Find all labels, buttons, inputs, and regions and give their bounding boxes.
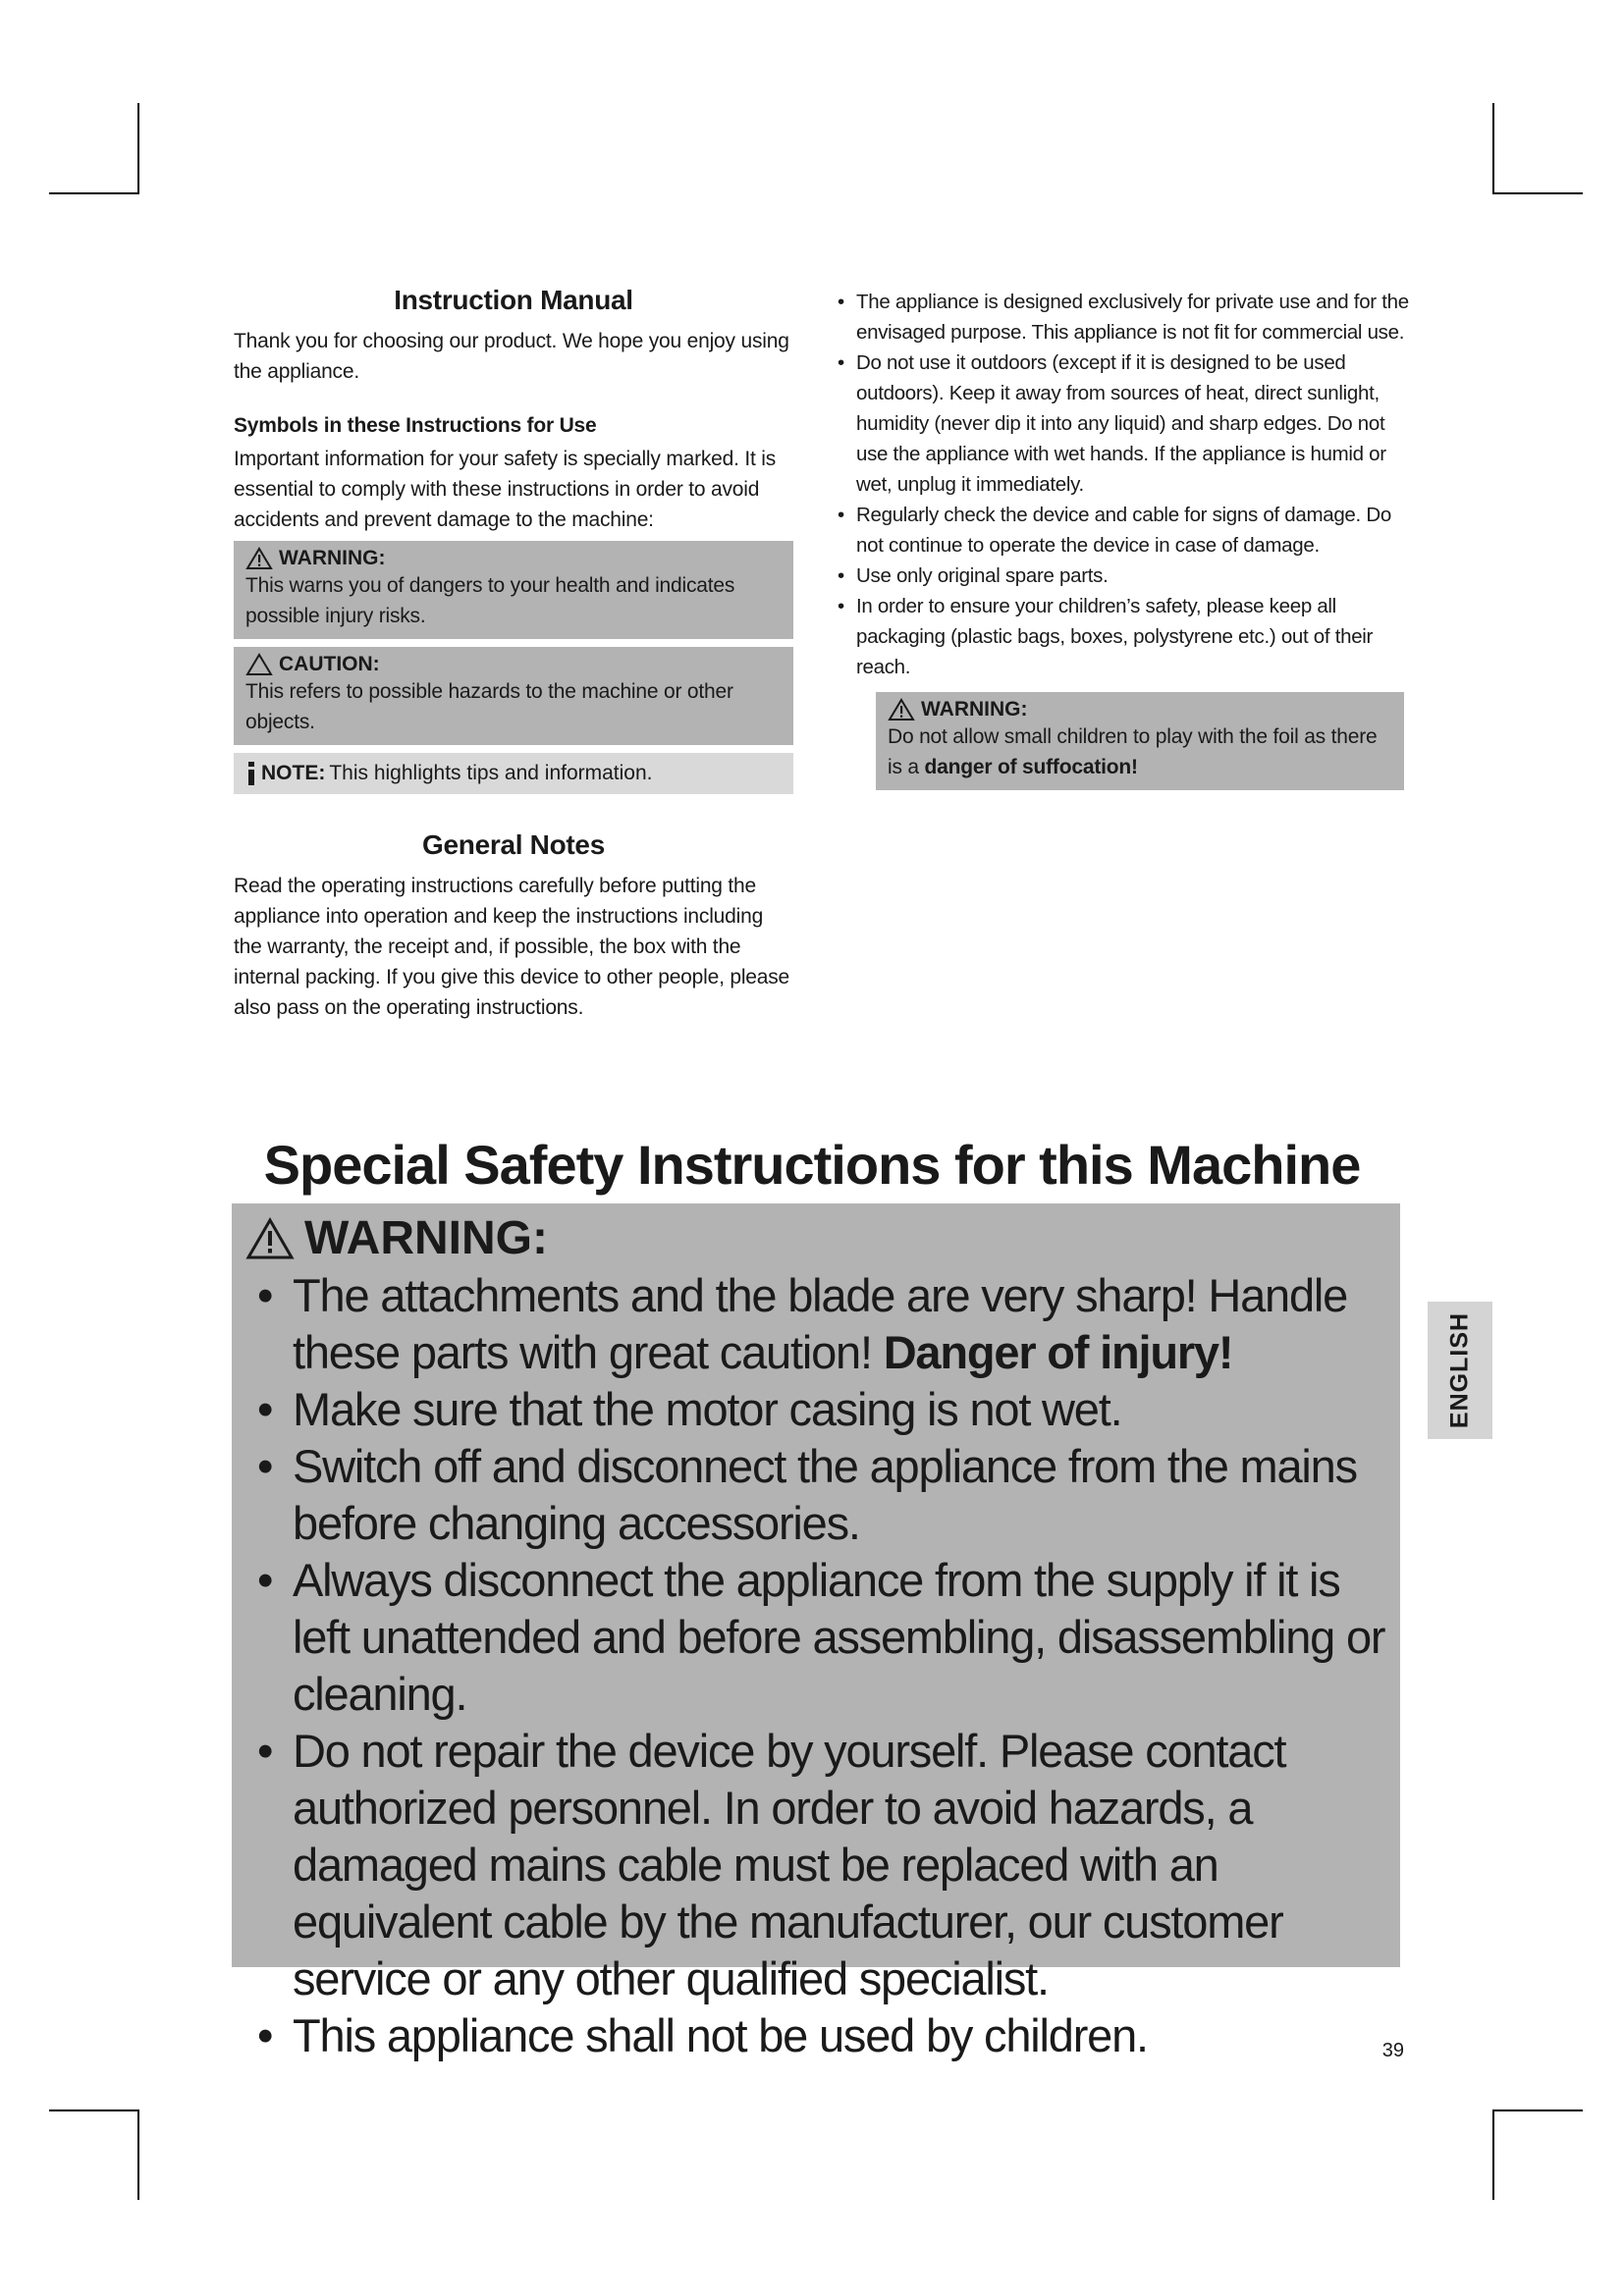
special-item-1-bold: Danger of injury! — [883, 1326, 1233, 1378]
caution-triangle-icon — [245, 653, 273, 676]
intro-text: Thank you for choosing our product. We hope you enjoy using the appliance. — [234, 330, 789, 383]
instruction-manual-title: Instruction Manual — [394, 285, 633, 315]
note-box — [234, 753, 793, 794]
suffocation-warning-text: Do not allow small children to play with the foil as there is a — [888, 725, 1378, 778]
caution-label: CAUTION: — [279, 653, 380, 675]
bullet-item: • Do not use it outdoors (except if it is designed to be used outdoors). Keep it away from sources of heat, direct sunlight, humidity (never dip it into any liquid) and sharp edges. Do not use the appliance with wet hands. If the appliance is humid or wet, unplug it immediately. — [837, 347, 1414, 500]
bullet-item: • In order to ensure your children’s safety, please keep all packaging (plastic bags, boxes, polystyrene etc.) out of their reach. — [837, 591, 1414, 682]
symbols-heading: Symbols in these Instructions for Use — [234, 414, 597, 437]
warning-triangle-icon — [245, 547, 273, 570]
language-tab — [1428, 1302, 1492, 1439]
special-bullet-item: • Switch off and disconnect the appliance from the mains before changing accessories. — [245, 1438, 1400, 1552]
special-bullet-item: • This appliance shall not be used by children. — [245, 2007, 1400, 2064]
bullet-item: • Regularly check the device and cable for signs of damage. Do not continue to operate the device in case of damage. — [837, 500, 1414, 561]
special-bullet-item: • Always disconnect the appliance from the supply if it is left unattended and before assembling, disassembling or cleaning. — [245, 1552, 1400, 1723]
note-label: NOTE: — [261, 762, 326, 784]
warning-triangle-icon — [245, 1217, 295, 1260]
special-bullet-item: • Do not repair the device by yourself. Please contact authorized personnel. In order to avoid hazards, a damaged mains cable must be replaced with an equivalent cable by the manufacturer, our customer service or any other qualified specialist. — [245, 1723, 1400, 2007]
general-bullets — [837, 287, 1414, 682]
warning-label: WARNING: — [279, 547, 386, 569]
special-bullets — [245, 1267, 1400, 2064]
crop-mark — [49, 2109, 139, 2111]
suffocation-warning-bold: danger of suffocation! — [924, 756, 1138, 778]
special-bullet-item — [245, 1267, 1400, 1381]
crop-mark — [1492, 103, 1494, 194]
general-notes-title: General Notes — [422, 829, 605, 860]
page-number: 39 — [1381, 2040, 1404, 2061]
crop-mark — [137, 103, 139, 194]
symbols-text: Important information for your safety is specially marked. It is essential to comply with these instructions in order to avoid accidents and prevent damage to the machine: — [234, 448, 777, 531]
crop-mark — [49, 192, 139, 194]
warning-box — [234, 541, 793, 639]
suffocation-warning-box — [876, 692, 1404, 790]
special-bullet-item: • Make sure that the motor casing is not wet. — [245, 1381, 1400, 1438]
language-tab-label: ENGLISH — [1445, 1311, 1474, 1429]
left-column — [234, 285, 793, 1023]
crop-mark — [1492, 2109, 1583, 2111]
warning-label: WARNING: — [921, 698, 1028, 721]
special-item-1-text: The attachments and the blade are very sharp! Handle these parts with great caution! — [293, 1269, 1348, 1378]
warning-triangle-icon — [888, 698, 915, 721]
general-notes-text: Read the operating instructions carefully before putting the appliance into operation and keep the instructions including the warranty, the receipt and, if possible, the box with the internal packing. If you give this device to other people, please also pass on the operating instructions. — [234, 875, 790, 1019]
caution-box — [234, 647, 793, 745]
crop-mark — [1492, 2109, 1494, 2200]
bullet-item: • Use only original spare parts. — [837, 561, 1414, 591]
crop-mark — [1492, 192, 1583, 194]
note-text: This highlights tips and information. — [329, 762, 653, 784]
right-column — [837, 287, 1414, 790]
bullet-item: • The appliance is designed exclusively for private use and for the envisaged purpose. This appliance is not fit for commercial use. — [837, 287, 1414, 347]
special-warning-label: WARNING: — [304, 1212, 548, 1264]
caution-text: This refers to possible hazards to the machine or other objects. — [245, 680, 733, 733]
warning-text: This warns you of dangers to your health and indicates possible injury risks. — [245, 574, 735, 627]
info-icon — [245, 761, 257, 786]
special-safety-title: Special Safety Instructions for this Machine — [263, 1134, 1361, 1196]
crop-mark — [137, 2109, 139, 2200]
